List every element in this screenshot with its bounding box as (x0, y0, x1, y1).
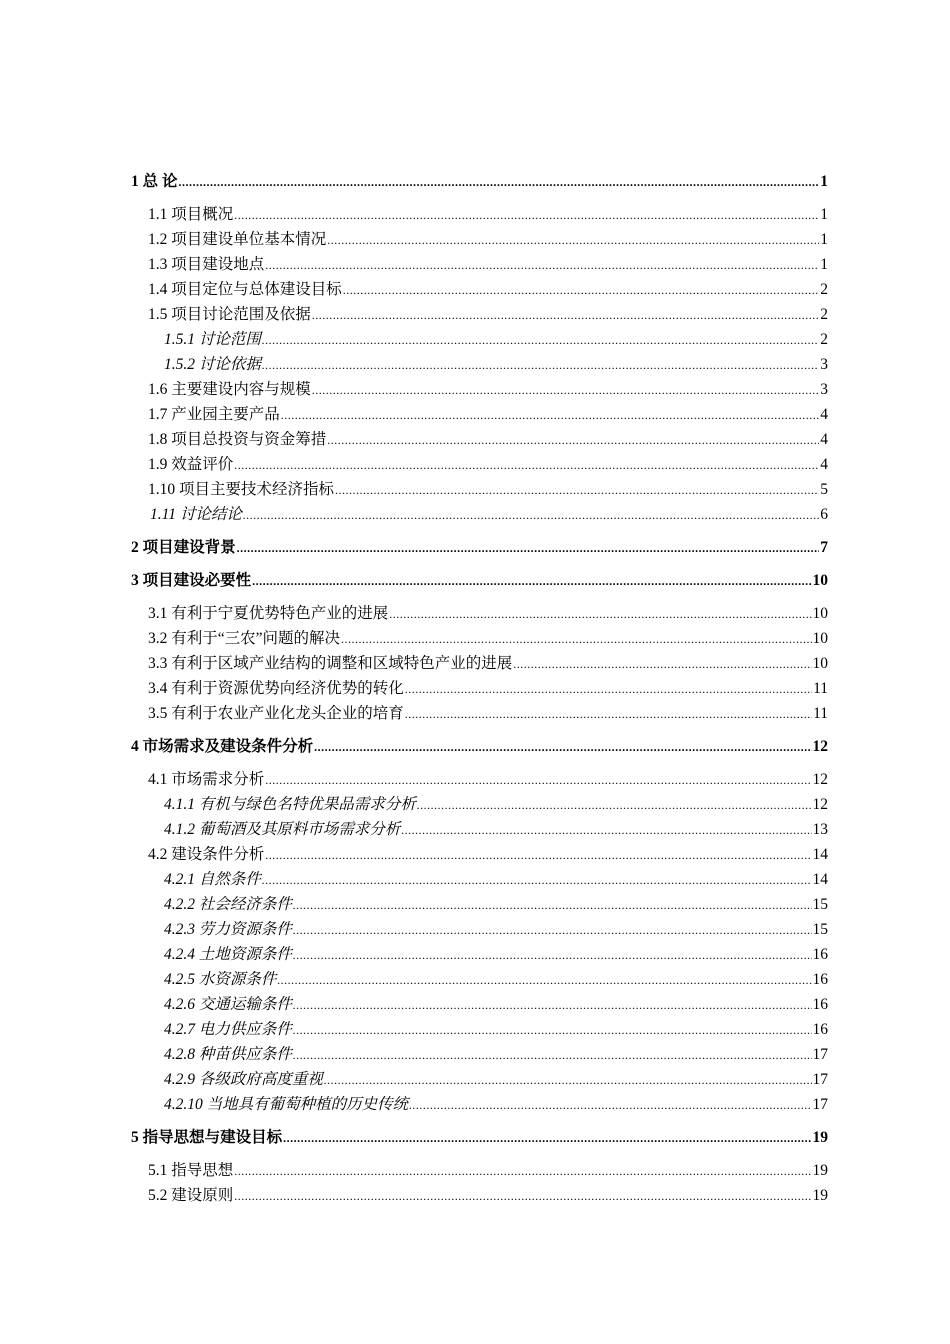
toc-entry-page-number: 4 (820, 406, 828, 423)
toc-entry[interactable] (131, 601, 828, 626)
dot-leader (327, 428, 819, 453)
dot-leader (277, 968, 811, 993)
toc-entry-title: 3.1 有利于宁夏优势特色产业的进展 (148, 605, 389, 622)
toc-entry[interactable] (131, 817, 828, 842)
toc-entry-page-number: 17 (812, 1046, 828, 1063)
toc-entry-title: 4.2.9 各级政府高度重视 (164, 1071, 323, 1088)
dot-leader (312, 378, 819, 403)
toc-entry-title: 3.3 有利于区域产业结构的调整和区域特色产业的进展 (148, 655, 513, 672)
dot-leader (417, 793, 812, 818)
toc-entry-title: 4 市场需求及建设条件分析 (131, 738, 314, 755)
toc-entry-page-number: 12 (812, 796, 828, 813)
toc-entry-page-number: 16 (812, 996, 828, 1013)
toc-entry-page-number: 12 (812, 738, 828, 755)
toc-entry-title: 4.2.4 土地资源条件 (164, 946, 292, 963)
toc-entry[interactable] (131, 169, 828, 194)
dot-leader (243, 503, 819, 528)
toc-entry-page-number: 17 (812, 1071, 828, 1088)
toc-entry[interactable] (131, 477, 828, 502)
toc-entry-title: 1 总 论 (131, 173, 178, 190)
toc-entry-page-number: 19 (812, 1162, 828, 1179)
toc-entry-title: 1.10 项目主要技术经济指标 (148, 481, 335, 498)
toc-entry-page-number: 13 (812, 821, 828, 838)
dot-leader (283, 1126, 811, 1151)
toc-entry-title: 4.2.10 当地具有葡萄种植的历史传统 (164, 1096, 409, 1113)
toc-entry-page-number: 6 (820, 506, 828, 523)
toc-entry[interactable] (131, 942, 828, 967)
dot-leader (513, 652, 811, 677)
toc-entry-title: 4.2 建设条件分析 (148, 846, 265, 863)
toc-entry-page-number: 14 (812, 871, 828, 888)
toc-entry[interactable] (131, 701, 828, 726)
dot-leader (293, 918, 812, 943)
toc-entry[interactable] (131, 227, 828, 252)
toc-entry-title: 1.5.2 讨论依据 (164, 356, 261, 373)
toc-entry-page-number: 10 (812, 605, 828, 622)
toc-entry-title: 1.5 项目讨论范围及依据 (148, 306, 311, 323)
toc-entry-title: 4.2.7 电力供应条件 (164, 1021, 292, 1038)
toc-entry-title: 4.2.2 社会经济条件 (164, 896, 292, 913)
toc-entry[interactable] (131, 327, 828, 352)
toc-entry[interactable] (131, 734, 828, 759)
toc-entry-page-number: 1 (820, 173, 828, 190)
toc-entry-title: 1.8 项目总投资与资金筹措 (148, 431, 327, 448)
dot-leader (281, 403, 819, 428)
dot-leader (265, 768, 811, 793)
table-of-contents (131, 169, 828, 1208)
toc-entry-page-number: 15 (812, 896, 828, 913)
dot-leader (234, 453, 819, 478)
dot-leader (179, 170, 820, 195)
toc-entry-page-number: 7 (820, 539, 828, 556)
toc-entry-title: 4.2.1 自然条件 (164, 871, 261, 888)
dot-leader (293, 893, 812, 918)
dot-leader (293, 943, 812, 968)
toc-entry[interactable] (131, 1125, 828, 1150)
toc-entry-title: 1.6 主要建设内容与规模 (148, 381, 311, 398)
toc-entry-title: 3.4 有利于资源优势向经济优势的转化 (148, 680, 404, 697)
toc-entry-page-number: 4 (820, 431, 828, 448)
toc-entry[interactable] (131, 892, 828, 917)
toc-entry[interactable] (131, 1017, 828, 1042)
toc-entry-page-number: 2 (820, 281, 828, 298)
toc-entry-title: 2 项目建设背景 (131, 539, 236, 556)
toc-entry[interactable] (131, 792, 828, 817)
toc-entry[interactable] (131, 302, 828, 327)
toc-entry[interactable] (131, 202, 828, 227)
toc-entry-title: 4.1.1 有机与绿色名特优果品需求分析 (164, 796, 416, 813)
dot-leader (335, 478, 819, 503)
toc-entry[interactable] (131, 1158, 828, 1183)
toc-entry[interactable] (131, 277, 828, 302)
toc-entry-title: 5.2 建设原则 (148, 1187, 234, 1204)
toc-entry-title: 4.2.5 水资源条件 (164, 971, 277, 988)
toc-entry-title: 4.2.3 劳力资源条件 (164, 921, 292, 938)
toc-entry-title: 4.2.8 种苗供应条件 (164, 1046, 292, 1063)
toc-entry[interactable] (131, 427, 828, 452)
dot-leader (234, 203, 819, 228)
toc-entry-page-number: 5 (820, 481, 828, 498)
toc-entry-title: 4.1.2 葡萄酒及其原料市场需求分析 (164, 821, 401, 838)
toc-entry-page-number: 11 (813, 705, 828, 722)
toc-entry[interactable] (131, 992, 828, 1017)
dot-leader (293, 1043, 812, 1068)
toc-entry-page-number: 19 (812, 1187, 828, 1204)
toc-entry[interactable] (131, 352, 828, 377)
toc-entry-page-number: 1 (820, 206, 828, 223)
toc-entry[interactable] (131, 402, 828, 427)
dot-leader (324, 1068, 812, 1093)
toc-entry[interactable] (131, 502, 828, 527)
toc-entry[interactable] (131, 535, 828, 560)
dot-leader (262, 328, 819, 353)
toc-entry-title: 1.1 项目概况 (148, 206, 234, 223)
toc-entry[interactable] (131, 1042, 828, 1067)
toc-entry[interactable] (131, 1067, 828, 1092)
toc-entry[interactable] (131, 452, 828, 477)
dot-leader (312, 303, 819, 328)
toc-entry[interactable] (131, 1183, 828, 1208)
dot-leader (314, 735, 811, 760)
dot-leader (401, 818, 811, 843)
toc-entry-page-number: 10 (812, 572, 828, 589)
toc-entry-title: 1.7 产业园主要产品 (148, 406, 280, 423)
toc-entry[interactable] (131, 252, 828, 277)
toc-entry[interactable] (131, 626, 828, 651)
toc-entry-title: 4.2.6 交通运输条件 (164, 996, 292, 1013)
dot-leader (405, 677, 812, 702)
toc-entry-page-number: 4 (820, 456, 828, 473)
toc-entry-title: 1.5.1 讨论范围 (164, 331, 261, 348)
toc-entry[interactable] (131, 842, 828, 867)
toc-entry-page-number: 10 (812, 630, 828, 647)
toc-entry[interactable] (131, 651, 828, 676)
toc-entry[interactable] (131, 568, 828, 593)
toc-entry-title: 5 指导思想与建设目标 (131, 1129, 283, 1146)
dot-leader (265, 843, 811, 868)
dot-leader (405, 702, 812, 727)
toc-entry-page-number: 16 (812, 946, 828, 963)
dot-leader (409, 1093, 811, 1118)
toc-entry-page-number: 19 (812, 1129, 828, 1146)
toc-entry-title: 4.1 市场需求分析 (148, 771, 265, 788)
dot-leader (252, 569, 811, 594)
dot-leader (293, 993, 812, 1018)
toc-entry-page-number: 14 (812, 846, 828, 863)
toc-entry-title: 1.3 项目建设地点 (148, 256, 265, 273)
toc-entry[interactable] (131, 917, 828, 942)
toc-entry-page-number: 16 (812, 971, 828, 988)
toc-entry-title: 1.9 效益评价 (148, 456, 234, 473)
dot-leader (262, 353, 819, 378)
toc-entry-page-number: 12 (812, 771, 828, 788)
toc-entry-title: 1.4 项目定位与总体建设目标 (148, 281, 342, 298)
toc-entry[interactable] (131, 867, 828, 892)
toc-entry-page-number: 3 (820, 381, 828, 398)
dot-leader (234, 1159, 811, 1184)
toc-entry-title: 3 项目建设必要性 (131, 572, 252, 589)
dot-leader (234, 1184, 811, 1209)
toc-entry-page-number: 2 (820, 306, 828, 323)
dot-leader (327, 228, 819, 253)
toc-entry-page-number: 2 (820, 331, 828, 348)
dot-leader (265, 253, 819, 278)
dot-leader (262, 868, 812, 893)
toc-entry-page-number: 16 (812, 1021, 828, 1038)
toc-entry[interactable] (131, 377, 828, 402)
toc-entry[interactable] (131, 767, 828, 792)
toc-entry[interactable] (131, 1092, 828, 1117)
dot-leader (293, 1018, 812, 1043)
toc-entry-title: 1.11 讨论结论 (150, 506, 242, 523)
toc-entry-title: 5.1 指导思想 (148, 1162, 234, 1179)
toc-entry-title: 1.2 项目建设单位基本情况 (148, 231, 327, 248)
dot-leader (389, 602, 811, 627)
dot-leader (343, 278, 819, 303)
toc-entry-page-number: 11 (813, 680, 828, 697)
toc-entry-title: 3.2 有利于“三农”问题的解决 (148, 630, 341, 647)
toc-entry[interactable] (131, 967, 828, 992)
toc-entry[interactable] (131, 676, 828, 701)
dot-leader (341, 627, 811, 652)
toc-entry-page-number: 17 (812, 1096, 828, 1113)
toc-entry-page-number: 3 (820, 356, 828, 373)
dot-leader (237, 536, 820, 561)
toc-entry-page-number: 1 (820, 231, 828, 248)
toc-entry-page-number: 15 (812, 921, 828, 938)
toc-entry-page-number: 10 (812, 655, 828, 672)
toc-entry-page-number: 1 (820, 256, 828, 273)
toc-entry-title: 3.5 有利于农业产业化龙头企业的培育 (148, 705, 404, 722)
